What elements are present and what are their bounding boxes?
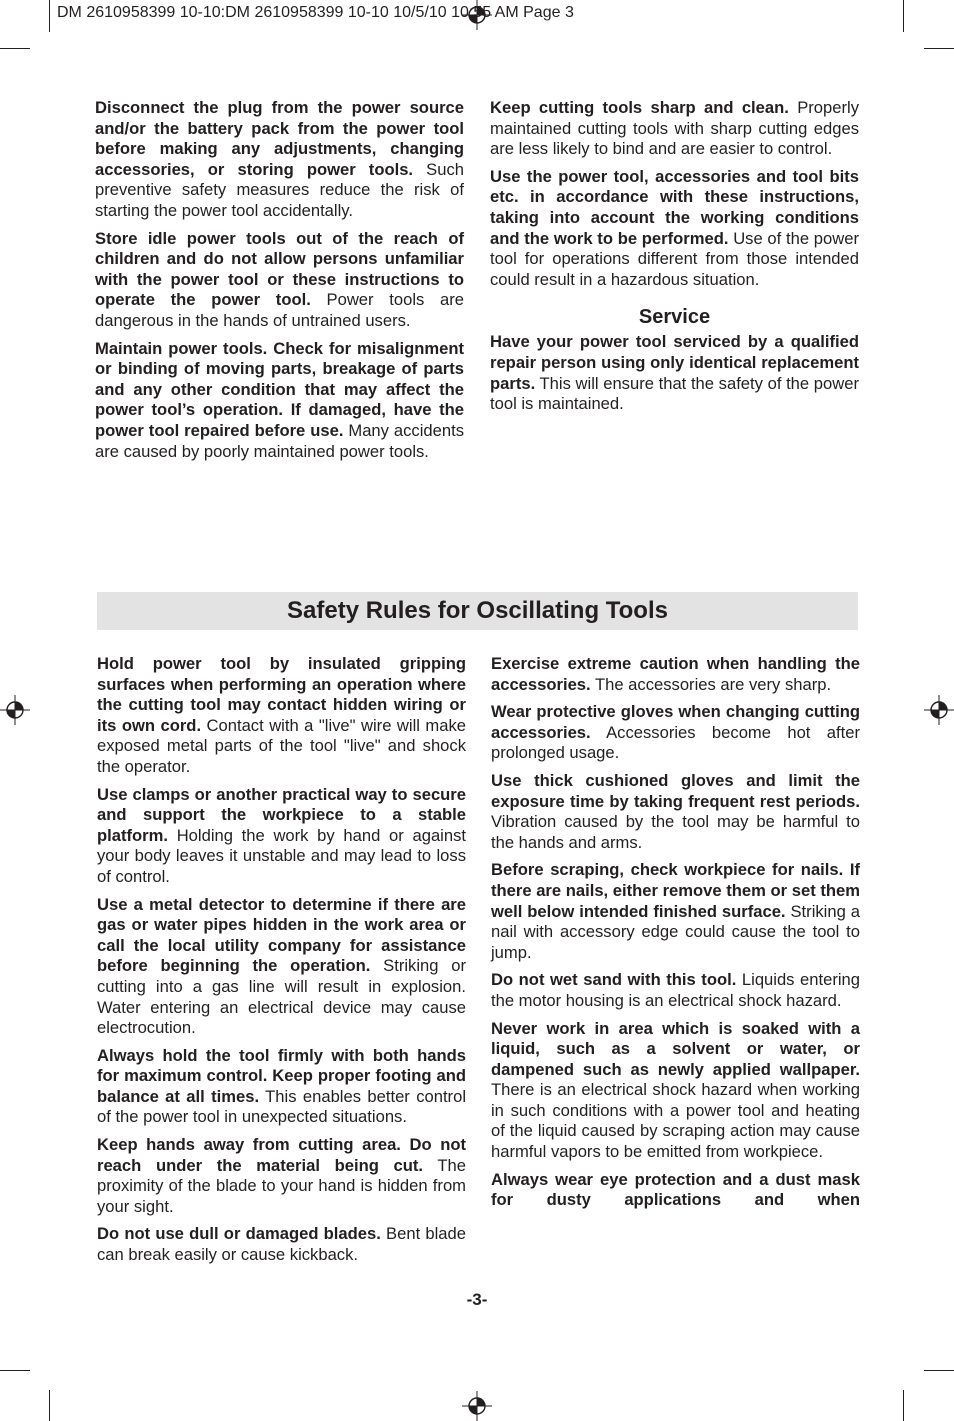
rule-paragraph: Keep cutting tools sharp and clean. Properly maintained cutting tools with sharp cutting edges are less likely to bind and are easier to control. [490, 98, 860, 159]
rule-paragraph: Exercise extreme caution when handling the accessories. The accessories are very sharp. [491, 654, 860, 694]
rule-paragraph: Hold power tool by insulated gripping surfaces when performing an operation where the cutting tool may contact hidden wiring or its own cord. Contact with a "live" wire will make exposed metal parts of the tool "live" and shock the operator. [97, 654, 466, 776]
service-paragraph: Have your power tool serviced by a qualified repair person using only identical replacement parts. This will ensure that the safety of the power tool is maintained. [490, 332, 859, 414]
rule-paragraph: Before scraping, check workpiece for nails. If there are nails, either remove them or set them well below intended finished surface. Striking a nail with accessory edge could cause the tool to jump. [491, 860, 860, 962]
rule-paragraph: Keep hands away from cutting area. Do not reach under the material being cut. The proximity of the blade to your hand is hidden from your sight. [97, 1135, 466, 1216]
rule-paragraph: Disconnect the plug from the power source and/or the battery pack from the power tool before making any adjustments, changing accessories, or storing power tools. Such preventive safety measures reduce the risk of starting the power tool accidentally. [95, 98, 465, 220]
rule-paragraph: Do not use dull or damaged blades. Bent blade can break easily or cause kickback. [97, 1224, 466, 1265]
registration-mark-icon [924, 695, 954, 725]
bottom-left-column [97, 654, 466, 1273]
top-left-column [95, 98, 464, 469]
crop-mark [903, 0, 904, 32]
crop-mark [49, 1390, 50, 1421]
rule-paragraph: Store idle power tools out of the reach of children and do not allow persons unfamiliar with the power tool or these instructions to operate the power tool. Power tools are dangerous in the hands of untrained users. [95, 228, 464, 330]
rule-paragraph: Never work in area which is soaked with a liquid, such as a solvent or water, or dampened such as newly applied wallpaper. There is an electrical shock hazard when working in such conditions with a power tool and heating of the liquid caused by scraping action may cause harmful vapors to be emitted from workpiece. [491, 1018, 860, 1162]
registration-mark-icon [462, 1391, 492, 1421]
rule-paragraph: Use thick cushioned gloves and limit the exposure time by taking frequent rest periods. Vibration caused by the tool may be harmful to the hands and arms. [491, 770, 860, 852]
crop-mark [924, 48, 954, 49]
rule-paragraph: Do not wet sand with this tool. Liquids entering the motor housing is an electrical shock hazard. [491, 970, 861, 1010]
bottom-right-column [491, 654, 860, 1218]
print-slug-line: DM 2610958399 10-10:DM 2610958399 10-10 10/5/10 10:55 AM Page 3 [57, 4, 574, 21]
top-right-column [490, 98, 859, 422]
rule-paragraph: Maintain power tools. Check for misalignment or binding of moving parts, breakage of parts and any other condition that may affect the power tool’s operation. If damaged, have the power tool repaired before use. Many accidents are caused by poorly maintained power tools. [95, 338, 464, 461]
section-banner-title: Safety Rules for Oscillating Tools [97, 592, 858, 630]
rule-paragraph: Use the power tool, accessories and tool bits etc. in accordance with these instructions, taking into account the working conditions and the work to be performed. Use of the power tool for operations different from those intended could result in a hazardous situation. [490, 166, 859, 289]
crop-mark [0, 48, 30, 49]
crop-mark [0, 1370, 30, 1371]
rule-paragraph: Use clamps or another practical way to secure and support the workpiece to a stable platform. Holding the work by hand or against your body leaves it unstable and may lead to loss of control. [97, 784, 466, 886]
page-number: -3- [466, 1290, 488, 1309]
crop-mark [49, 0, 50, 32]
registration-mark-icon [0, 695, 30, 725]
crop-mark [903, 1390, 904, 1421]
rule-paragraph: Always hold the tool firmly with both hands for maximum control. Keep proper footing and balance at all times. This enables better control of the power tool in unexpected situations. [97, 1045, 467, 1127]
rule-paragraph: Use a metal detector to determine if there are gas or water pipes hidden in the work area or call the local utility company for assistance before beginning the operation. Striking or cutting into a gas line will result in explosion. Water entering an electrical device may cause electrocution. [97, 894, 466, 1038]
crop-mark [924, 1370, 954, 1371]
rule-paragraph: Wear protective gloves when changing cutting accessories. Accessories become hot after prolonged usage. [491, 702, 860, 763]
service-heading: Service [638, 306, 711, 329]
rule-paragraph: Always wear eye protection and a dust mask for dusty applications and when [491, 1169, 860, 1210]
